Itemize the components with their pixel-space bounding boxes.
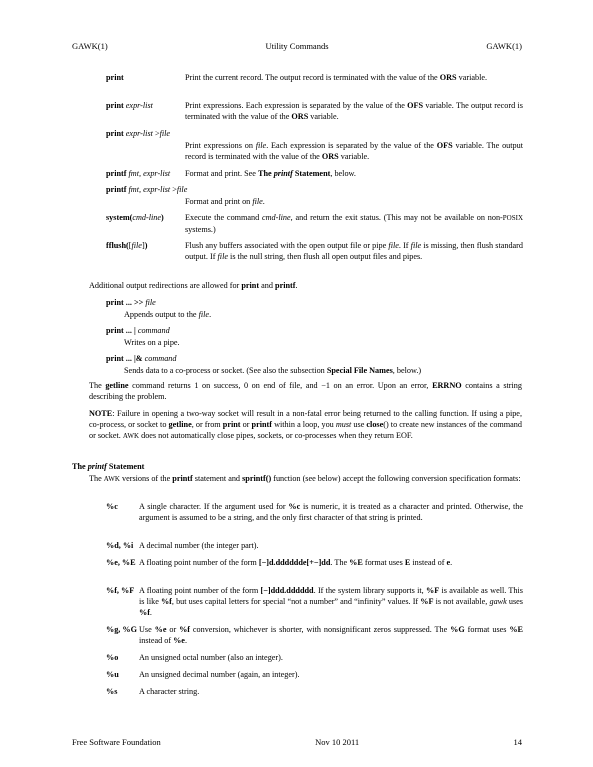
desc-print-expr-list: Print expressions. Each expression is separated by the value of the OFS variable. The output record is terminated with the value of the ORS variable. — [185, 101, 523, 121]
term-fflush: fflush([file]) — [106, 241, 148, 250]
footer-right: 14 — [513, 737, 522, 747]
desc-printf: Format and print. See The printf Statement, below. — [185, 169, 356, 178]
format-s-desc: A character string. — [139, 687, 200, 696]
term-coprocess: print ... |& command — [106, 354, 177, 363]
term-printf-file: printf fmt, expr-list >file — [106, 185, 188, 194]
footer-left: Free Software Foundation — [72, 737, 161, 747]
section-intro: The AWK versions of the printf statement and sprintf() function (see below) accept the following conversion specification formats: — [89, 474, 521, 483]
desc-system: Execute the command cmd-line, and return the exit status. (This may not be available on non-POSIX systems.) — [185, 213, 523, 234]
desc-append: Appends output to the file. — [124, 310, 212, 319]
desc-print-expr-list-file: Print expressions on file. Each expression is separated by the value of the OFS variable. The output record is terminated with the value of the ORS variable. — [185, 141, 523, 161]
format-u-desc: An unsigned decimal number (again, an integer). — [139, 670, 300, 679]
format-c: %c — [106, 502, 118, 511]
note-paragraph: NOTE: Failure in opening a two-way socket will result in a non-fatal error being returned to the calling function. If using a pipe, co-process, or socket to getline, or from print or printf within a loop, you must use close() to create new instances of the command or socket. AWK does not automatically close pipes, sockets, or co-processes when they return EOF. — [89, 409, 522, 440]
term-printf: printf fmt, expr-list — [106, 169, 171, 178]
header-right: GAWK(1) — [486, 41, 522, 51]
format-c-desc: A single character. If the argument used for %c is numeric, it is treated as a character and printed. Otherwise, the argument is assumed to be a string, and the only first character of that string is printed. — [139, 502, 523, 522]
format-g: %g, %G — [106, 625, 137, 634]
format-o: %o — [106, 653, 119, 662]
format-g-desc: Use %e or %f conversion, whichever is shorter, with nonsignificant zeros suppressed. The %G format uses %E instead of %e. — [139, 625, 523, 645]
format-u: %u — [106, 670, 119, 679]
redirections-intro: Additional output redirections are allowed for print and printf. — [89, 281, 298, 290]
desc-coprocess: Sends data to a co-process or socket. (See also the subsection Special File Names, below.) — [124, 366, 422, 375]
desc-printf-file: Format and print on file. — [185, 197, 265, 206]
getline-paragraph: The getline command returns 1 on success, 0 on end of file, and −1 on an error. Upon an error, ERRNO contains a string describing the problem. — [89, 381, 522, 401]
desc-fflush: Flush any buffers associated with the open output file or pipe file. If file is missing, then flush standard output. If file is the null string, then flush all open output files and pipes. — [185, 241, 524, 261]
section-title-printf: The printf Statement — [72, 462, 145, 471]
format-f-desc: A floating point number of the form [−]ddd.dddddd. If the system library supports it, %F is available as well. This is like %f, but uses capital letters for special “not a number” and “infinity” values. If %F is not available, gawk uses %f. — [139, 586, 523, 617]
desc-pipe: Writes on a pipe. — [124, 338, 180, 347]
term-print: print — [106, 73, 124, 82]
format-e: %e, %E — [106, 558, 136, 567]
page-header — [72, 41, 522, 52]
term-pipe: print ... | command — [106, 326, 170, 335]
term-append: print ... >> file — [106, 298, 156, 307]
desc-print: Print the current record. The output record is terminated with the value of the ORS variable. — [185, 73, 488, 82]
format-d-i: %d, %i — [106, 541, 134, 550]
format-e-desc: A floating point number of the form [−]d.dddddde[+−]dd. The %E format uses E instead of e. — [139, 558, 453, 567]
format-f: %f, %F — [106, 586, 135, 595]
header-left: GAWK(1) — [72, 41, 108, 51]
footer-center: Nov 10 2011 — [315, 737, 360, 747]
format-o-desc: An unsigned octal number (also an integer). — [139, 653, 283, 662]
page-footer — [72, 737, 522, 748]
format-d-i-desc: A decimal number (the integer part). — [139, 541, 259, 550]
term-print-expr-list-file: print expr-list >file — [106, 129, 171, 138]
term-print-expr-list: print expr-list — [106, 101, 153, 110]
term-system: system(cmd-line) — [106, 213, 164, 222]
header-center: Utility Commands — [265, 41, 329, 51]
format-s: %s — [106, 687, 118, 696]
